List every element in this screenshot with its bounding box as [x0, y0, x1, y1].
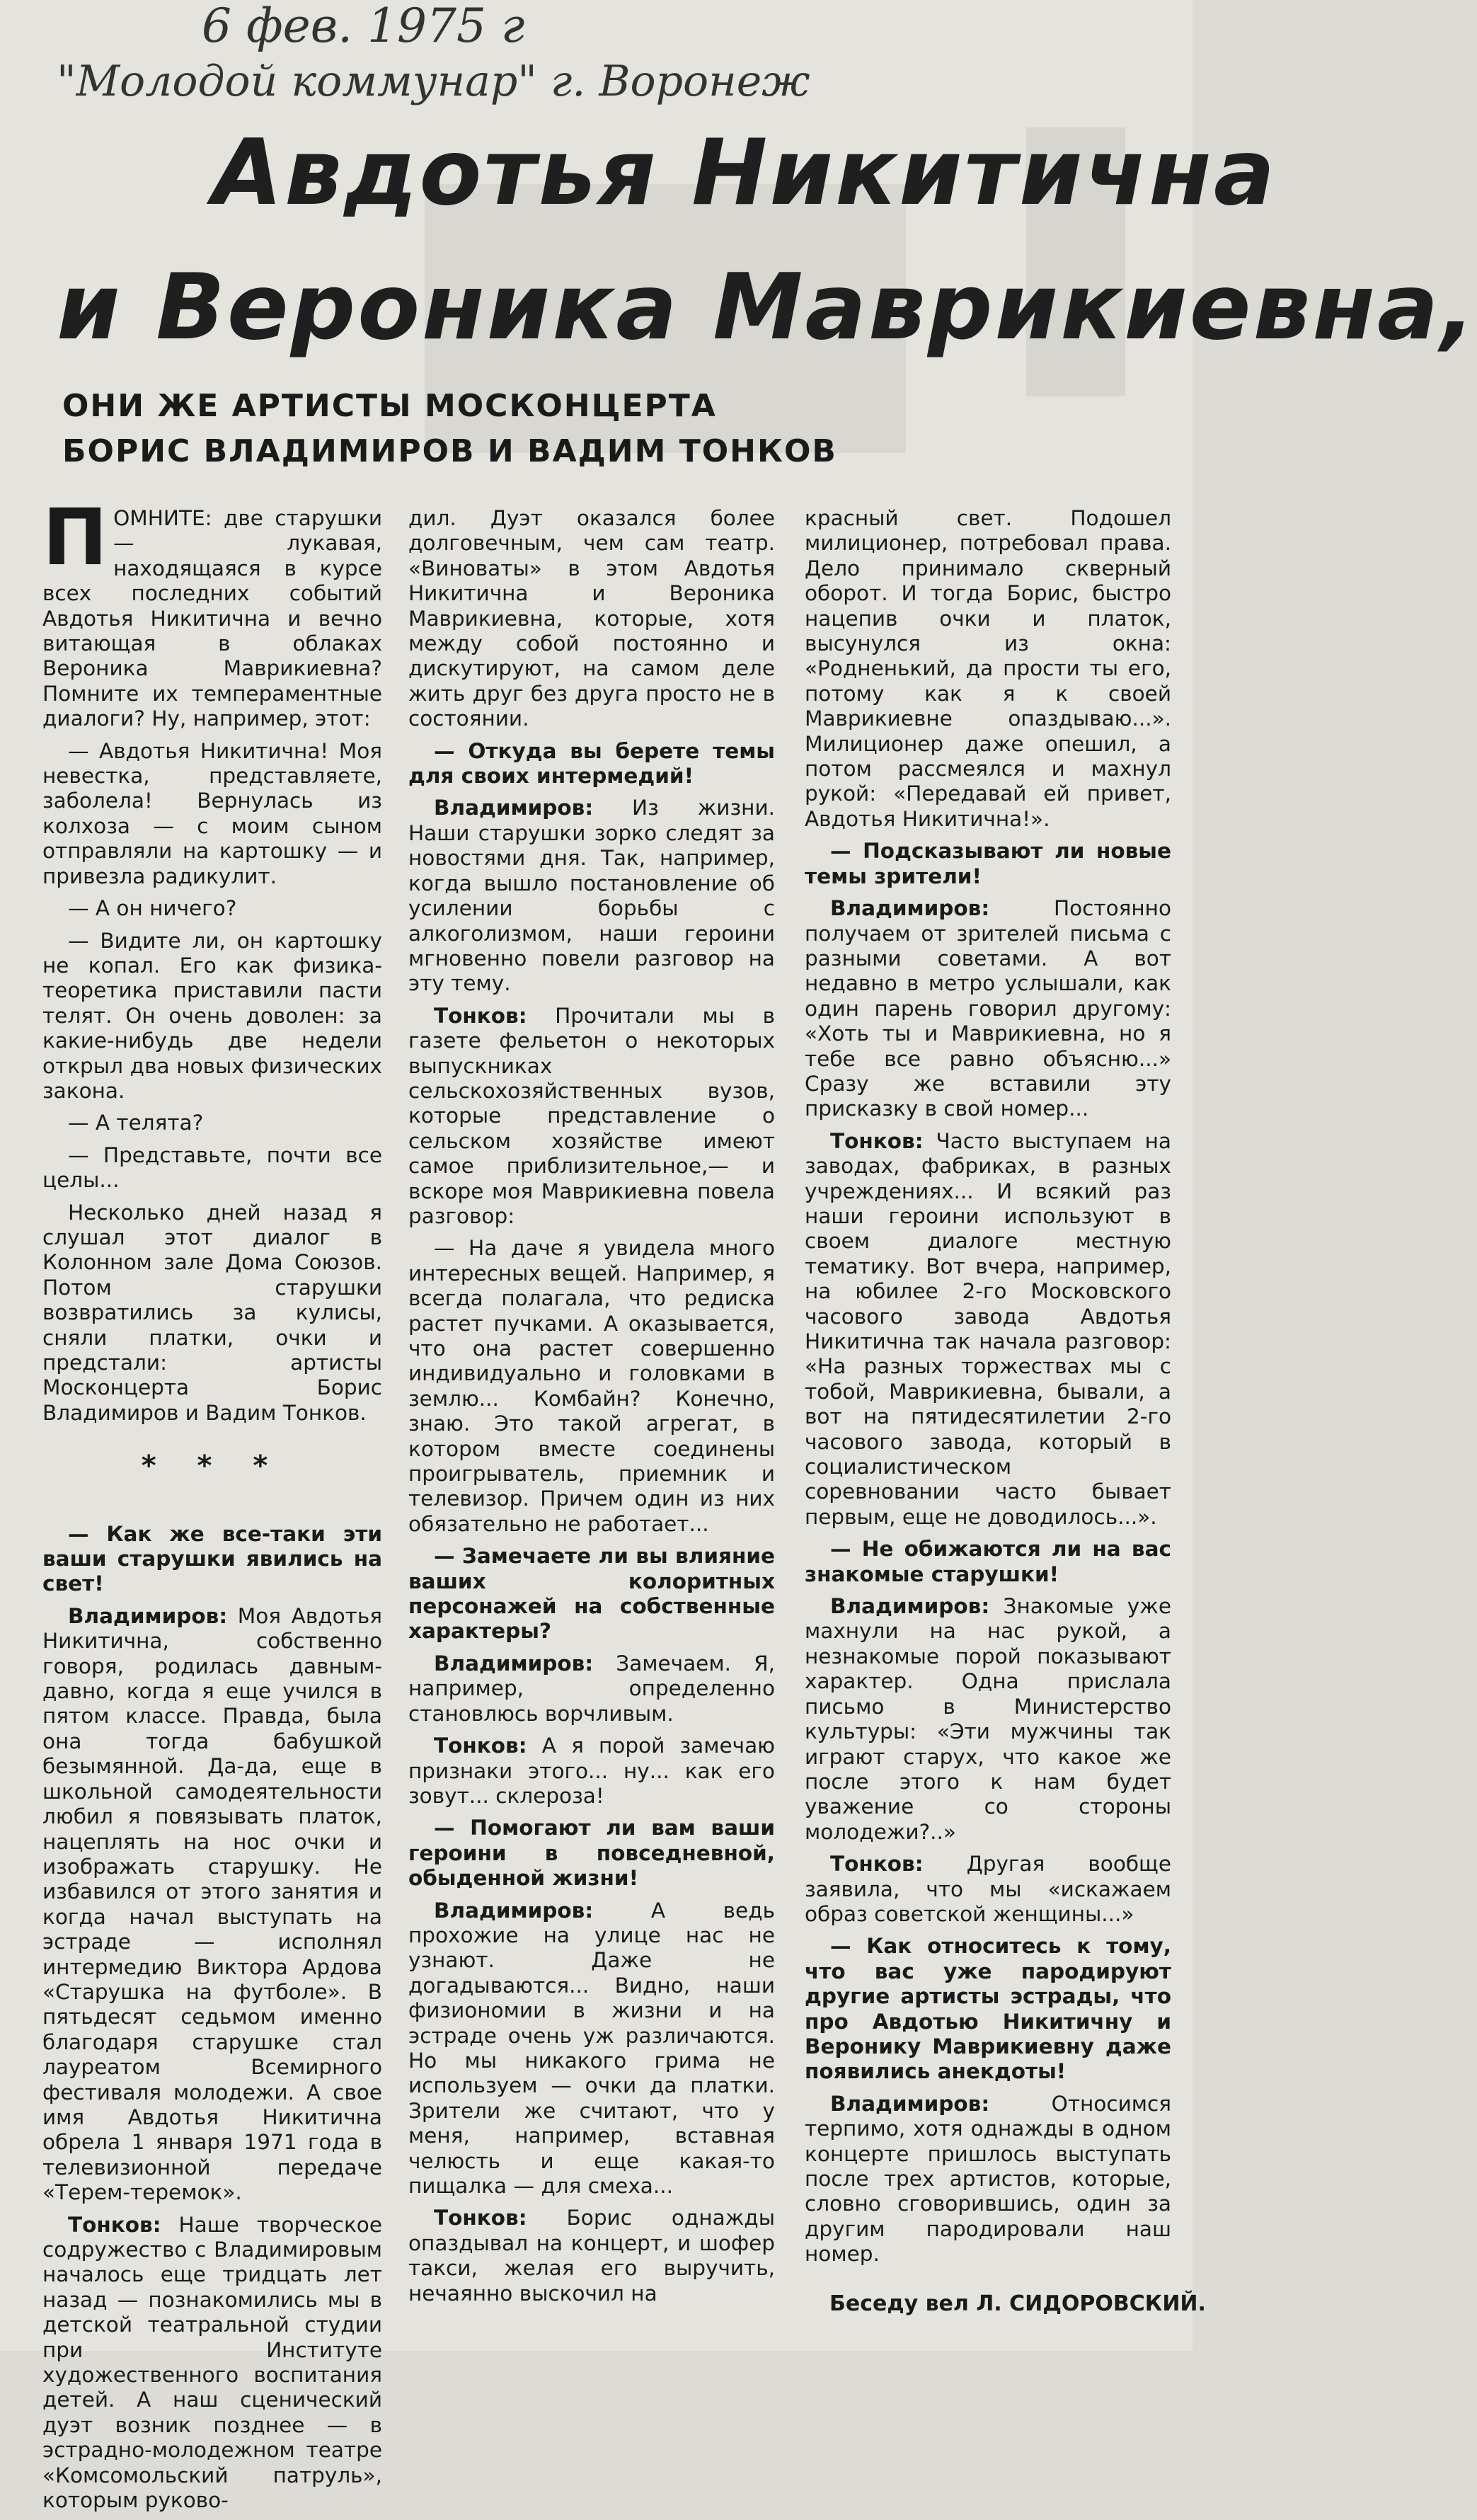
headline-line-2: и Вероника Маврикиевна,	[57, 255, 1477, 360]
speaker-label: Владимиров:	[434, 796, 594, 820]
interview-answer	[805, 896, 1171, 1122]
answer-text: Постоянно получаем от зрителей письма с разными советами. А вот недавно в метро услышали, как один парень говорил другому: «Хоть ты и Маврикиевна, но я тебе все равно объясню...» Сразу же вставили эту присказку в свой номер...	[805, 896, 1171, 1121]
speaker-label: Владимиров:	[434, 1651, 594, 1676]
speaker-label: Владимиров:	[68, 1603, 228, 1628]
answer-text: Борис однажды опаздывал на концерт, и шофер такси, желая его выручить, нечаянно выскочил на	[408, 2206, 775, 2306]
answer-text: Относимся терпимо, хотя однажды в одном концерте пришлось выступать после трех артистов, которые, словно сговорившись, один за другим пародировали наш номер.	[805, 2091, 1171, 2267]
speaker-label: Тонков:	[830, 1852, 924, 1877]
answer-text: Часто выступаем на заводах, фабриках, в разных учреждениях... И всякий раз наши героини используют в своем диалоге местную тематику. Вот вчера, например, на юбилее 2-го Московского часового завода Авдотья Никитична так начала разговор: «На разных торжествах мы с тобой, Маврикиевна, бывали, а вот на пятидесятилетии 2-го часового завода, который в социалистическом соревновании часто бывает первым, еще не доводилось...».	[805, 1128, 1171, 1529]
byline-signature: Беседу вел Л. СИДОРОВСКИЙ.	[829, 2291, 1206, 2316]
headline-line-1: Авдотья Никитична	[212, 120, 1277, 226]
dialogue-line: — Представьте, почти все целы...	[42, 1142, 382, 1193]
interview-answer	[408, 796, 775, 996]
interview-answer	[805, 2092, 1171, 2267]
interview-answer	[42, 1604, 382, 2206]
interview-question: — Как же все-таки эти ваши старушки явились на свет!	[42, 1521, 382, 1596]
answer-text: Прочитали мы в газете фельетон о некоторых выпускниках сельскохозяйственных вузов, которые представление о сельском хозяйстве имеют самое приблизительное,— и вскоре моя Маврикиевна повела разговор:	[408, 1003, 775, 1228]
interview-answer	[408, 1004, 775, 1230]
interview-question: — Как относитесь к тому, что вас уже пародируют другие артисты эстрады, что про Авдотью Никитичну и Веронику Маврикиевну даже появились анекдоты!	[805, 1934, 1171, 2084]
handwritten-source: "Молодой коммунар" г. Воронеж	[57, 57, 810, 106]
speaker-label: Владимиров:	[434, 1898, 594, 1923]
interview-question: — Откуда вы берете темы для своих интермедий!	[408, 738, 775, 789]
speaker-label: Тонков:	[434, 1003, 527, 1028]
interview-question: — Замечаете ли вы влияние ваших колоритных персонажей на собственные характеры?	[408, 1544, 775, 1644]
interview-answer	[408, 1651, 775, 1726]
answer-text: Замечаем. Я, например, определенно становлюсь ворчливым.	[408, 1651, 775, 1726]
speaker-label: Владимиров:	[830, 2091, 990, 2116]
paragraph: Несколько дней назад я слушал этот диалог в Колонном зале Дома Союзов. Потом старушки возвратились за кулисы, сняли платки, очки и предстали: артисты Москонцерта Борис Владимиров и Вадим Тонков.	[42, 1200, 382, 1425]
interview-question: — Помогают ли вам ваши героини в повседневной, обыденной жизни!	[408, 1816, 775, 1891]
interview-question: — Подсказывают ли новые темы зрители!	[805, 839, 1171, 888]
answer-text: А я порой замечаю признаки этого... ну... как его зовут... склероза!	[408, 1734, 775, 1808]
interview-answer	[42, 2213, 382, 2514]
dialogue-line: — А он ничего?	[68, 896, 237, 921]
paragraph: дил. Дуэт оказался более долговечным, чем сам театр. «Виноваты» в этом Авдотья Никитична и Вероника Маврикиевна, которые, хотя между собой постоянно и дискутируют, на самом деле жить друг без друга просто не в состоянии.	[408, 506, 775, 731]
speaker-label: Тонков:	[434, 1734, 527, 1758]
interview-answer	[408, 2206, 775, 2306]
section-divider: * * *	[141, 1450, 284, 1483]
speaker-label: Тонков:	[68, 2212, 161, 2237]
interview-answer	[408, 1898, 775, 2199]
answer-text: Из жизни. Наши старушки зорко следят за новостями дня. Так, например, когда вышло постановление об усилении борьбы с алкоголизмом, наши героини мгновенно повели разговор на эту тему.	[408, 796, 775, 996]
interview-question: — Не обижаются ли на вас знакомые старушки!	[805, 1537, 1171, 1586]
answer-text: Другая вообще заявила, что мы «искажаем образ советской женщины...»	[805, 1852, 1171, 1926]
answer-text: Наше творческое содружество с Владимировым началось еще тридцать лет назад — познакомились мы в детской театральной студии при Институте художественного воспитания детей. А наш сценический дуэт возник позднее — в эстрадно-молодежном театре «Комсомольский патруль», которым руково-	[42, 2212, 382, 2513]
speaker-label: Владимиров:	[830, 1594, 990, 1619]
dialogue-line: — Авдотья Никитична! Моя невестка, представляете, заболела! Вернулась из колхоза — с моим сыном отправляли на картошку — и привезла радикулит.	[42, 738, 382, 888]
article-column-3	[805, 506, 1171, 2274]
subheadline-line-2: БОРИС ВЛАДИМИРОВ И ВАДИМ ТОНКОВ	[62, 433, 837, 469]
dialogue-line: — На даче я увидела много интересных вещей. Например, я всегда полагала, что редиска растет пучками. А оказывается, что она растет совершенно индивидуально и головками в землю... Комбайн? Конечно, знаю. Это такой агрегат, в котором вместе соединены проигрыватель, приемник и телевизор. Причем один из них обязательно не работает...	[408, 1236, 775, 1536]
paragraph: красный свет. Подошел милиционер, потребовал права. Дело принимало скверный оборот. И тогда Борис, быстро нацепив очки и платок, высунулся из окна: «Родненький, да прости ты его, потому как я к своей Маврикиевне опаздываю...». Милиционер даже опешил, а потом рассмеялся и махнул рукой: «Передавай ей привет, Авдотья Никитична!».	[805, 506, 1171, 831]
speaker-label: Владимиров:	[830, 896, 990, 921]
dialogue-line: — Видите ли, он картошку не копал. Его как физика-теоретика приставили пасти телят. Он очень доволен: за какие-нибудь две недели открыл два новых физических закона.	[42, 928, 382, 1103]
interview-answer	[408, 1734, 775, 1809]
interview-answer	[805, 1594, 1171, 1845]
answer-text: А ведь прохожие на улице нас не узнают. Даже не догадываются... Видно, наши физиономии в жизни и на эстраде очень уж различаются. Но мы никакого грима не используем — очки да платки. Зрители же считают, что у меня, например, вставная челюсть и еще какая-то пищалка — для смеха...	[408, 1898, 775, 2198]
answer-text: Моя Авдотья Никитична, собственно говоря, родилась давным-давно, когда я еще учился в пятом классе. Правда, была она тогда бабушкой безымянной. Да-да, еще в школьной самодеятельности любил я повязывать платок, нацеплять на нос очки и изображать старушку. Не избавился от этого занятия и когда начал выступать на эстраде — исполнял интермедию Виктора Ардова «Старушка на футболе». В пятьдесят седьмом именно благодаря старушке стал лауреатом Всемирного фестиваля молодежи. А свое имя Авдотья Никитична обрела 1 января 1971 года в телевизионной передаче «Терем-теремок».	[42, 1603, 382, 2205]
intro-paragraph: ОМНИТЕ: две старушки — лукавая, находящаяся в курсе всех последних событий Авдотья Никитична и вечно витающая в облаках Вероника Маврикиевна? Помните их темпераментные диалоги? Ну, например, этот:	[42, 506, 382, 731]
interview-answer	[805, 1129, 1171, 1530]
handwritten-date: 6 фев. 1975 г	[202, 0, 525, 53]
interview-answer	[805, 1852, 1171, 1927]
answer-text: Знакомые уже махнули на нас рукой, а незнакомые порой показывают характер. Одна прислала письмо в Министерство культуры: «Эти мужчины так играют старух, что какое же после этого к нам будет уважение со стороны молодежи?..»	[805, 1594, 1171, 1844]
dialogue-line: — А телята?	[68, 1111, 204, 1135]
speaker-label: Тонков:	[830, 1128, 924, 1153]
article-column-1	[42, 492, 382, 2520]
article-column-2	[408, 506, 775, 2313]
speaker-label: Тонков:	[434, 2206, 527, 2230]
drop-cap: П	[42, 492, 108, 583]
subheadline-line-1: ОНИ ЖЕ АРТИСТЫ МОСКОНЦЕРТА	[62, 388, 717, 424]
